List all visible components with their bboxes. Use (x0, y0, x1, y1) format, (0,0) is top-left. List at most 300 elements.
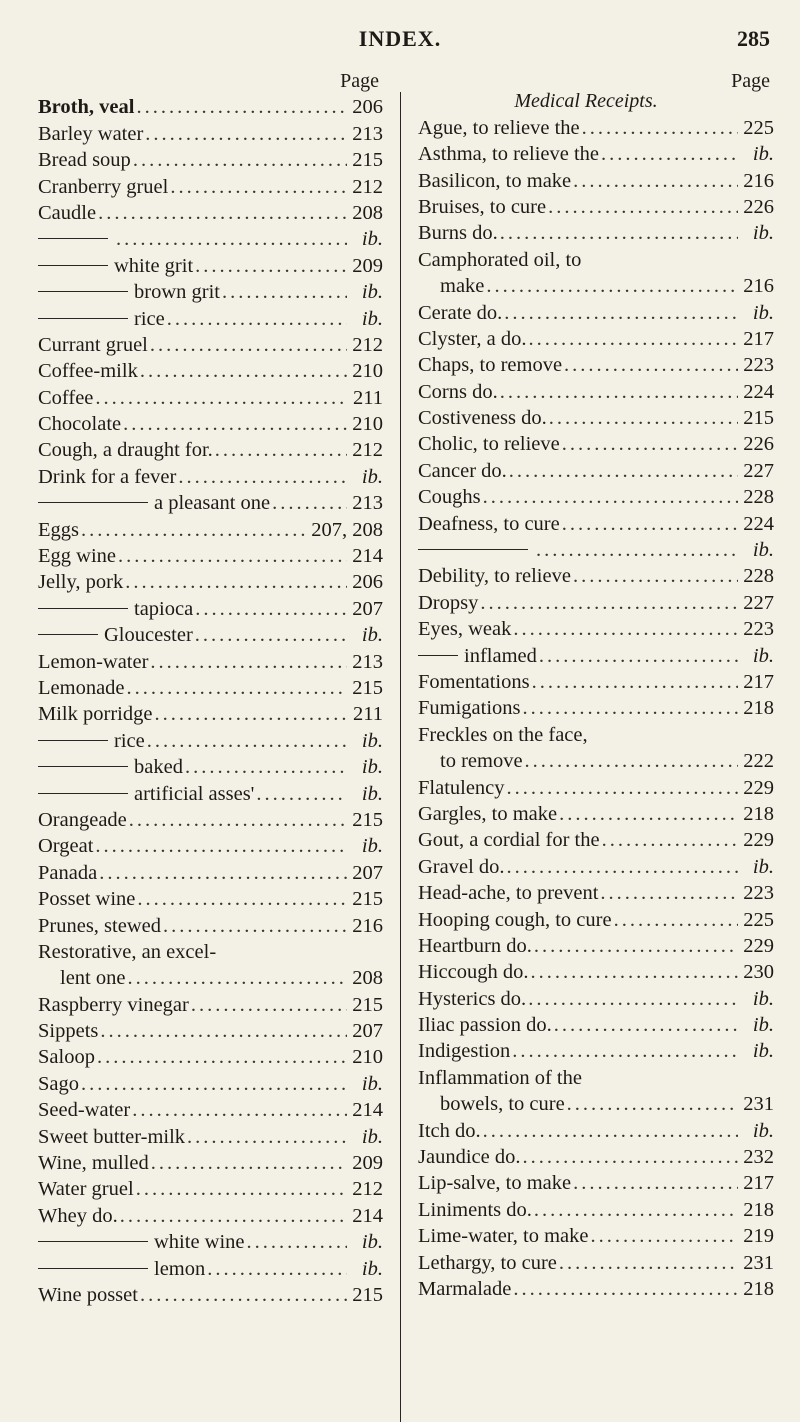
index-entry (418, 616, 774, 642)
index-entry (38, 965, 383, 991)
index-entry (38, 1097, 383, 1123)
dot-leader (191, 992, 347, 1018)
index-entry (418, 405, 774, 431)
entry-term: Clyster, a do. (418, 327, 527, 350)
entry-page: ib. (752, 222, 774, 245)
entry-page: 229 (743, 829, 774, 852)
index-entry (38, 147, 383, 173)
dot-leader (500, 220, 738, 246)
index-entry (418, 1012, 774, 1038)
entry-term: Restorative, an excel- (38, 940, 217, 963)
index-entry (418, 1223, 774, 1249)
dot-leader (116, 226, 347, 252)
index-entry (38, 490, 383, 516)
entry-page: 207 (352, 861, 383, 884)
dot-leader (187, 1124, 347, 1150)
entry-term: Sippets (38, 1020, 99, 1043)
entry-page: 214 (352, 545, 383, 568)
entry-term: Cancer do. (418, 459, 507, 482)
entry-page: 231 (743, 1251, 774, 1274)
entry-term: artificial asses' (134, 782, 255, 805)
entry-term: Eggs (38, 518, 79, 541)
entry-page: 212 (352, 333, 383, 356)
entry-page: 208 (352, 967, 383, 990)
entry-term: Coffee-milk (38, 360, 138, 383)
entry-term: Prunes, stewed (38, 914, 161, 937)
index-entry (38, 754, 383, 780)
index-entry (418, 431, 774, 457)
entry-page: 225 (743, 116, 774, 139)
entry-term: Sago (38, 1072, 79, 1095)
ditto-dash (38, 318, 128, 319)
entry-page: 206 (352, 571, 383, 594)
index-entry (38, 1229, 383, 1255)
index-entry (418, 1250, 774, 1276)
dot-leader (504, 300, 738, 326)
dot-leader (125, 569, 347, 595)
index-entry (38, 992, 383, 1018)
entry-term: Chaps, to remove (418, 354, 563, 377)
dot-leader (559, 801, 738, 827)
dot-leader (562, 511, 738, 537)
dot-leader (136, 1176, 347, 1202)
index-entry (38, 332, 383, 358)
entry-page: 224 (743, 512, 774, 535)
dot-leader (147, 728, 347, 754)
entry-page: ib. (752, 1040, 774, 1063)
entry-term: white grit (114, 254, 194, 277)
dot-leader (207, 1256, 347, 1282)
entry-term: Deafness, to cure (418, 512, 560, 535)
entry-page: ib. (361, 756, 383, 779)
index-entry (418, 247, 774, 273)
dot-leader (486, 273, 738, 299)
index-entry (38, 701, 383, 727)
ditto-dash (38, 793, 128, 794)
entry-page: 207, 208 (311, 518, 383, 541)
entry-page: 214 (352, 1204, 383, 1227)
entry-term: Corns do. (418, 380, 498, 403)
index-entry (38, 675, 383, 701)
entry-term: Jelly, pork (38, 571, 124, 594)
running-title: INDEX. (358, 26, 442, 51)
dot-leader (513, 1276, 738, 1302)
index-entry (38, 464, 383, 490)
entry-term: Coffee (38, 386, 94, 409)
dot-leader (614, 907, 738, 933)
entry-term: Debility, to relieve (418, 565, 571, 588)
entry-page: 229 (743, 934, 774, 957)
page-number: 285 (737, 26, 770, 51)
index-entry (418, 194, 774, 220)
index-entry (418, 563, 774, 589)
dot-leader (154, 701, 347, 727)
entry-term: Gout, a cordial for the (418, 829, 600, 852)
entry-term: Cerate do. (418, 301, 503, 324)
dot-leader (215, 437, 347, 463)
dot-leader (140, 1282, 347, 1308)
entry-page: 207 (352, 1020, 383, 1043)
dot-leader (133, 147, 347, 173)
entry-term: Iliac passion do. (418, 1014, 552, 1037)
dot-leader (95, 833, 347, 859)
dot-leader (564, 352, 738, 378)
index-entry (38, 1176, 383, 1202)
entry-page: ib. (752, 301, 774, 324)
ditto-dash (38, 502, 148, 503)
ditto-dash (38, 740, 108, 741)
dot-leader (272, 490, 347, 516)
entry-page: ib. (752, 143, 774, 166)
entry-page: 212 (352, 1178, 383, 1201)
entry-page: 210 (352, 1046, 383, 1069)
entry-page: 226 (743, 195, 774, 218)
dot-leader (567, 1091, 738, 1117)
entry-page: 215 (743, 407, 774, 430)
index-entry (38, 358, 383, 384)
entry-term: inflamed (464, 644, 537, 667)
index-entry (38, 437, 383, 463)
index-entry (418, 959, 774, 985)
index-entry (38, 807, 383, 833)
dot-leader (98, 200, 347, 226)
index-entry (418, 933, 774, 959)
entry-page: 224 (743, 380, 774, 403)
dot-leader (513, 616, 738, 642)
index-entry (418, 1065, 774, 1091)
dot-leader (528, 986, 738, 1012)
dot-leader (137, 886, 347, 912)
index-entry (418, 827, 774, 853)
entry-page: 217 (743, 1172, 774, 1195)
index-entry (38, 622, 383, 648)
entry-page: ib. (361, 228, 383, 251)
dot-leader (582, 115, 738, 141)
dot-leader (509, 458, 738, 484)
entry-term: Panada (38, 861, 98, 884)
entry-page: 218 (743, 697, 774, 720)
entry-term: Dropsy (418, 591, 479, 614)
entry-term: a pleasant one (154, 492, 271, 515)
dot-leader (118, 543, 347, 569)
dot-leader (507, 854, 738, 880)
section-heading: Medical Receipts. (514, 90, 658, 113)
dot-leader (127, 675, 347, 701)
dot-leader (99, 860, 347, 886)
index-entry (38, 781, 383, 807)
index-entry (418, 880, 774, 906)
dot-leader (602, 827, 738, 853)
entry-term: Lime-water, to make (418, 1225, 589, 1248)
entry-page: 229 (743, 776, 774, 799)
index-entry (38, 569, 383, 595)
entry-term: brown grit (134, 281, 220, 304)
entry-page: 207 (352, 597, 383, 620)
entry-term: Flatulency (418, 776, 505, 799)
entry-term: to remove (440, 750, 523, 773)
entry-term: Seed-water (38, 1099, 131, 1122)
entry-page: ib. (361, 307, 383, 330)
index-entry (418, 1170, 774, 1196)
entry-page: 215 (352, 993, 383, 1016)
left-column (38, 68, 383, 1308)
index-entry (418, 1038, 774, 1064)
dot-leader (532, 669, 738, 695)
entry-term: Raspberry vinegar (38, 993, 189, 1016)
dot-leader (507, 775, 738, 801)
entry-term: Liniments do. (418, 1198, 532, 1221)
entry-term: Lemon-water (38, 650, 149, 673)
entry-page: ib. (752, 1119, 774, 1142)
dot-leader (480, 590, 738, 616)
index-entry (38, 253, 383, 279)
index-entry (418, 801, 774, 827)
entry-term: Wine posset (38, 1283, 138, 1306)
entry-term: Freckles on the face, (418, 723, 588, 746)
entry-page: 210 (352, 413, 383, 436)
entry-term: Camphorated oil, to (418, 248, 582, 271)
index-entry (418, 643, 774, 669)
index-entry (418, 590, 774, 616)
entry-page: ib. (361, 1257, 383, 1280)
dot-leader (151, 1150, 347, 1176)
entry-page: 223 (743, 354, 774, 377)
ditto-dash (38, 1241, 148, 1242)
entry-page: 216 (743, 275, 774, 298)
entry-term: Basilicon, to make (418, 169, 572, 192)
dot-leader (523, 695, 738, 721)
index-entry (38, 1071, 383, 1097)
entry-page: 232 (743, 1146, 774, 1169)
entry-page: 230 (743, 961, 774, 984)
dot-leader (195, 596, 347, 622)
index-entry (38, 121, 383, 147)
entry-page: 227 (743, 459, 774, 482)
entry-page: ib. (361, 465, 383, 488)
entry-page: 218 (743, 1277, 774, 1300)
dot-leader (534, 1197, 738, 1223)
dot-leader (483, 1118, 738, 1144)
entry-page: ib. (361, 1072, 383, 1095)
entry-page: ib. (361, 782, 383, 805)
entry-term: Drink for a fever (38, 465, 177, 488)
index-entry (418, 352, 774, 378)
entry-term: bowels, to cure (440, 1093, 565, 1116)
ditto-dash (38, 766, 128, 767)
index-entry (418, 854, 774, 880)
entry-page: ib. (752, 1014, 774, 1037)
index-entry (418, 1197, 774, 1223)
index-entry (418, 775, 774, 801)
index-entry (418, 220, 774, 246)
dot-leader (247, 1229, 347, 1255)
index-entry (38, 200, 383, 226)
index-entry (418, 484, 774, 510)
entry-term: Bread soup (38, 149, 131, 172)
entry-term: make (440, 275, 485, 298)
column-divider (400, 92, 401, 1422)
entry-page: 223 (743, 882, 774, 905)
index-entry (38, 728, 383, 754)
entry-term: Jaundice do. (418, 1146, 521, 1169)
index-entry (38, 517, 383, 543)
entry-page: 209 (352, 1152, 383, 1175)
dot-leader (549, 405, 738, 431)
entry-page: 215 (352, 149, 383, 172)
entry-page: 219 (743, 1225, 774, 1248)
dot-leader (81, 1071, 347, 1097)
dot-leader (525, 748, 738, 774)
dot-leader (167, 306, 347, 332)
entry-term: lent one (60, 967, 126, 990)
dot-leader (136, 94, 347, 120)
index-entry (418, 907, 774, 933)
entry-term: Gargles, to make (418, 802, 558, 825)
index-entry (38, 279, 383, 305)
dot-leader (539, 643, 738, 669)
index-entry (418, 669, 774, 695)
ditto-dash (38, 1268, 148, 1269)
entry-term: Water gruel (38, 1178, 134, 1201)
dot-leader (150, 649, 347, 675)
entry-term: Cranberry gruel (38, 175, 169, 198)
index-entry (38, 649, 383, 675)
ditto-dash (38, 634, 98, 635)
entry-page: ib. (752, 987, 774, 1010)
dot-leader (548, 194, 738, 220)
dot-leader (195, 622, 347, 648)
entry-page: ib. (361, 835, 383, 858)
entry-page: 209 (352, 254, 383, 277)
entry-term: Egg wine (38, 545, 116, 568)
entry-page: 215 (352, 808, 383, 831)
index-entry (418, 722, 774, 748)
index-entry (418, 273, 774, 299)
entry-term: Lip-salve, to make (418, 1172, 572, 1195)
entry-page: 218 (743, 1198, 774, 1221)
ditto-dash (418, 549, 528, 550)
entry-page: 213 (352, 650, 383, 673)
index-entry (38, 1044, 383, 1070)
index-entry (38, 306, 383, 332)
dot-leader (129, 807, 347, 833)
dot-leader (97, 1044, 347, 1070)
entry-page: 215 (352, 676, 383, 699)
entry-term: Itch do. (418, 1119, 481, 1142)
entry-page: 217 (743, 327, 774, 350)
dot-leader (95, 385, 347, 411)
index-entry (418, 1276, 774, 1302)
entry-term: Fomentations (418, 670, 530, 693)
entry-page: 222 (743, 750, 774, 773)
index-entry (418, 326, 774, 352)
dot-leader (573, 563, 738, 589)
right-page-heading: Page (731, 70, 770, 92)
entry-term: Caudle (38, 201, 97, 224)
dot-leader (132, 1097, 347, 1123)
index-entry (418, 986, 774, 1012)
index-entry (418, 1144, 774, 1170)
entry-term: Lemonade (38, 676, 125, 699)
entry-term: tapioca (134, 597, 194, 620)
dot-leader (100, 1018, 347, 1044)
entry-page: 211 (353, 386, 383, 409)
entry-term: Lethargy, to cure (418, 1251, 557, 1274)
index-entry (38, 1282, 383, 1308)
entry-term: Barley water (38, 122, 144, 145)
dot-leader (256, 781, 347, 807)
index-entry (418, 1091, 774, 1117)
entry-page: ib. (361, 1231, 383, 1254)
index-entry (38, 833, 383, 859)
dot-leader (500, 379, 738, 405)
index-entry (38, 385, 383, 411)
entry-term: Gravel do. (418, 855, 505, 878)
entry-page: 213 (352, 492, 383, 515)
entry-page: 215 (352, 888, 383, 911)
ditto-dash (38, 291, 128, 292)
page-header (0, 26, 800, 60)
entry-term: Heartburn do. (418, 934, 532, 957)
entry-page: 228 (743, 565, 774, 588)
dot-leader (573, 168, 738, 194)
index-entry (418, 537, 774, 563)
entry-page: 226 (743, 433, 774, 456)
entry-page: ib. (752, 539, 774, 562)
index-entry (418, 511, 774, 537)
index-entry (418, 748, 774, 774)
dot-leader (554, 1012, 738, 1038)
index-entry (38, 411, 383, 437)
right-entry-list (418, 115, 774, 1303)
entry-page: ib. (361, 1125, 383, 1148)
entry-term: Hiccough do. (418, 961, 529, 984)
entry-page: 217 (743, 670, 774, 693)
entry-page: ib. (752, 644, 774, 667)
index-entry (38, 1124, 383, 1150)
entry-page: 216 (743, 169, 774, 192)
dot-leader (534, 933, 738, 959)
index-entry (418, 1118, 774, 1144)
dot-leader (601, 141, 738, 167)
index-entry (38, 1018, 383, 1044)
entry-page: ib. (752, 855, 774, 878)
entry-term: lemon (154, 1257, 206, 1280)
entry-page: 225 (743, 908, 774, 931)
dot-leader (185, 754, 347, 780)
dot-leader (222, 279, 347, 305)
dot-leader (140, 358, 347, 384)
index-entry (418, 115, 774, 141)
entry-page: 206 (352, 96, 383, 119)
dot-leader (195, 253, 347, 279)
entry-term: Chocolate (38, 413, 122, 436)
entry-page: 215 (352, 1283, 383, 1306)
index-entry (418, 141, 774, 167)
dot-leader (530, 959, 738, 985)
index-entry (38, 1256, 383, 1282)
entry-page: ib. (361, 281, 383, 304)
entry-term: Burns do. (418, 222, 498, 245)
left-page-heading: Page (340, 70, 379, 92)
entry-page: 218 (743, 802, 774, 825)
dot-leader (559, 1250, 738, 1276)
ditto-dash (418, 655, 458, 656)
entry-term: Hysterics do. (418, 987, 527, 1010)
index-entry (38, 596, 383, 622)
entry-term: Gloucester (104, 624, 193, 647)
entry-term: Indigestion (418, 1040, 511, 1063)
